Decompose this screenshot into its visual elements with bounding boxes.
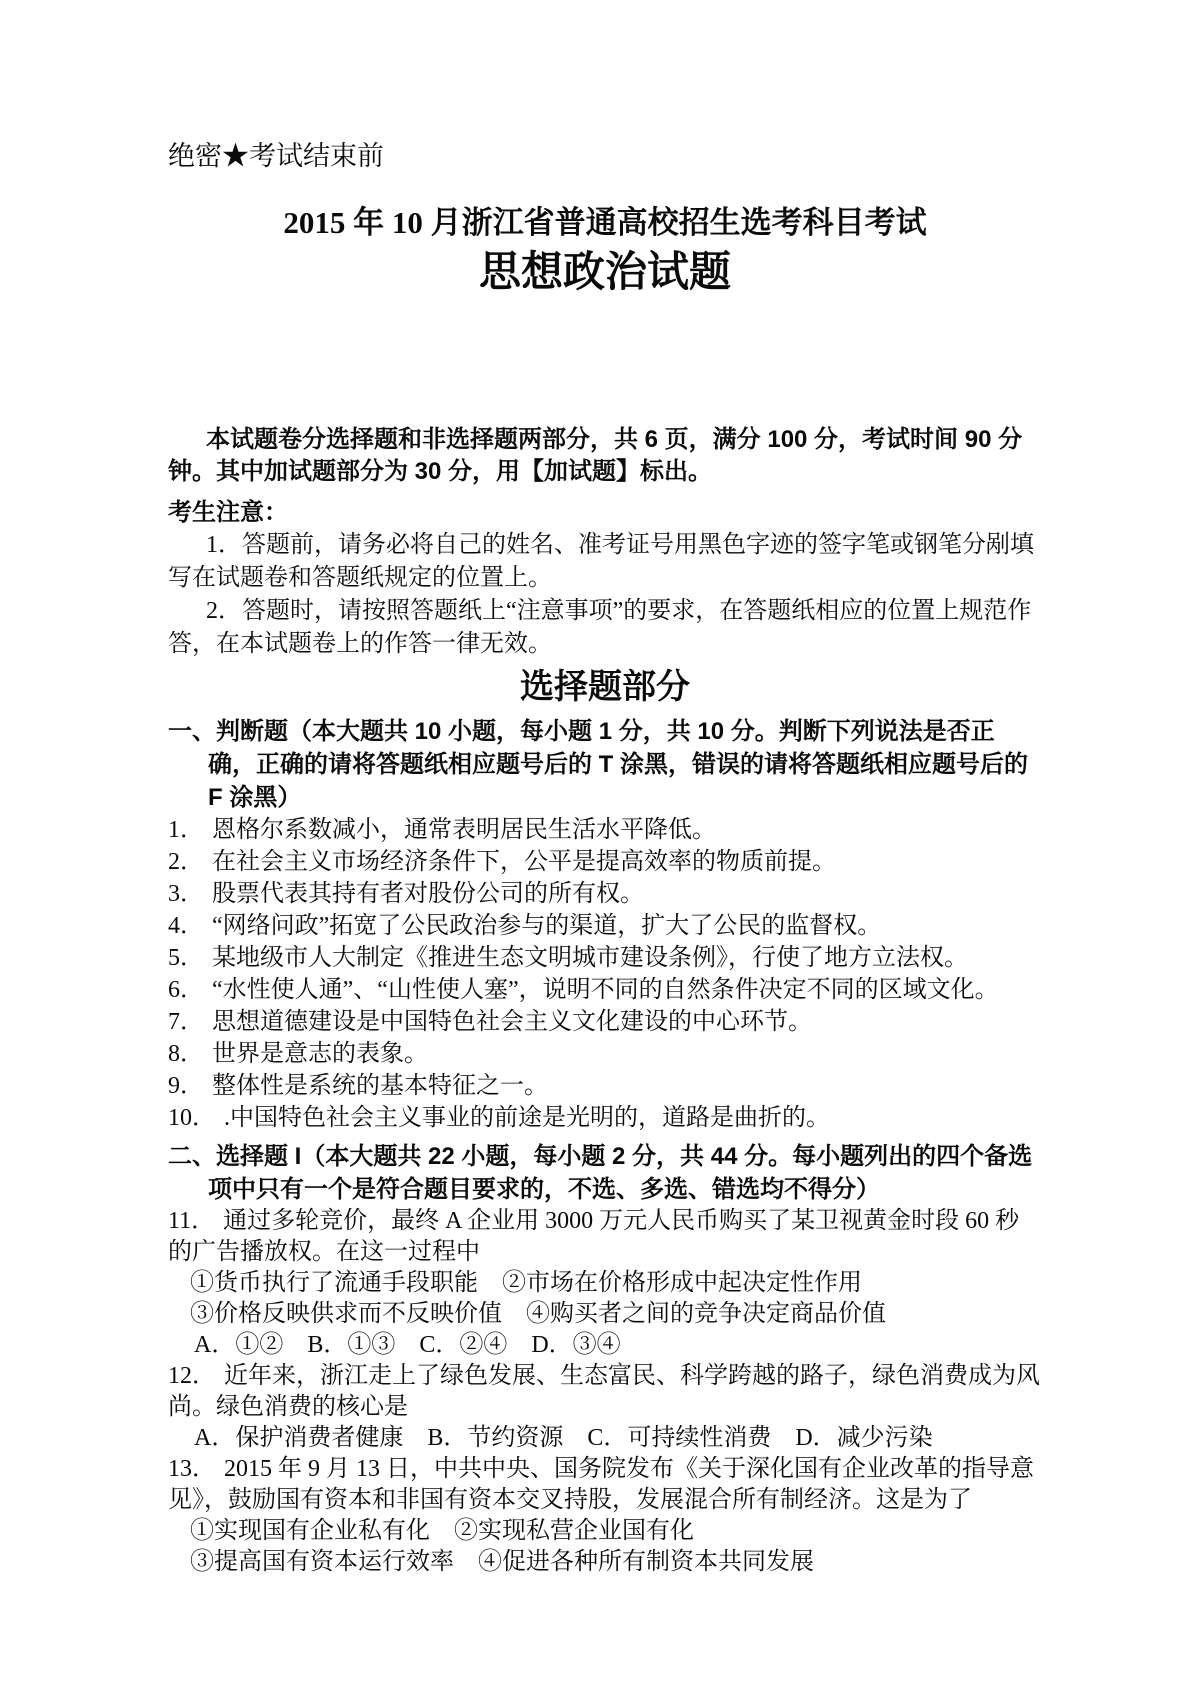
answer-choices-line: A．①② B．①③ C．②④ D．③④ — [194, 1332, 621, 1358]
question-number: 8． — [168, 1041, 204, 1067]
question-text: 某地级市人大制定《推进生态文明城市建设条例》，行使了地方立法权。 — [212, 945, 968, 971]
question-stem — [168, 1454, 1042, 1516]
part-heading-choice-section: 选择题部分 — [520, 668, 690, 706]
question-text: 整体性是系统的基本特征之一。 — [212, 1073, 548, 1099]
numbered-options-line-1: ①实现国有企业私有化 ②实现私营企业国有化 — [190, 1518, 694, 1544]
candidate-notice-2: 2．答题时，请按照答题纸上“注意事项”的要求，在答题纸相应的位置上规范作答，在本试题卷上的作答一律无效。 — [168, 598, 1032, 657]
question-text: 思想道德建设是中国特色社会主义文化建设的中心环节。 — [212, 1009, 812, 1035]
question-13 — [168, 1454, 1042, 1578]
question-11 — [168, 1206, 1042, 1361]
question-12 — [168, 1361, 1042, 1454]
question-text: 通过多轮竞价，最终 A 企业用 3000 万元人民币购买了某卫视黄金时段 60 秒的广告播放权。在这一过程中 — [168, 1208, 1020, 1265]
question-text: 恩格尔系数减小，通常表明居民生活水平降低。 — [212, 817, 716, 843]
question-number: 5． — [168, 945, 204, 971]
question-number: 9． — [168, 1073, 204, 1099]
question-text: “网络问政”拓宽了公民政治参与的渠道，扩大了公民的监督权。 — [212, 913, 882, 939]
numbered-options-line-2: ③提高国有资本运行效率 ④促进各种所有制资本共同发展 — [190, 1549, 814, 1575]
section2-multichoice-heading: 二、选择题 I（本大题共 22 小题，每小题 2 分，共 44 分。每小题列出的四个备选项中只有一个是符合题目要求的，不选、多选、错选均不得分） — [168, 1143, 1033, 1203]
question-text: 2015 年 9 月 13 日，中共中央、国务院发布《关于深化国有企业改革的指导意见》，鼓励国有资本和非国有资本交叉持股，发展混合所有制经济。这是为了 — [168, 1456, 1034, 1513]
judgment-question-6 — [168, 974, 1042, 1006]
question-text: 近年来，浙江走上了绿色发展、生态富民、科学跨越的路子，绿色消费成为风尚。绿色消费的核心是 — [168, 1363, 1040, 1420]
judgment-question-8 — [168, 1038, 1042, 1070]
question-number: 13． — [168, 1456, 216, 1482]
judgment-question-5 — [168, 942, 1042, 974]
section1-judgment-heading: 一、判断题（本大题共 10 小题，每小题 1 分，共 10 分。判断下列说法是否正确，正确的请将答题纸相应题号后的 T 涂黑，错误的请将答题纸相应题号后的 F 涂黑） — [168, 718, 1028, 811]
numbered-options-line-2: ③价格反映供求而不反映价值 ④购买者之间的竞争决定商品价值 — [190, 1301, 886, 1327]
question-number: 4． — [168, 913, 204, 939]
subject-title: 思想政治试题 — [478, 250, 731, 296]
question-number: 6． — [168, 977, 204, 1003]
judgment-question-3 — [168, 878, 1042, 910]
question-stem — [168, 1361, 1042, 1423]
question-text: 在社会主义市场经济条件下，公平是提高效率的物质前提。 — [212, 849, 836, 875]
exam-intro-paragraph: 本试题卷分选择题和非选择题两部分，共 6 页，满分 100 分，考试时间 90 分钟。其中加试题部分为 30 分，用【加试题】标出。 — [168, 426, 1023, 485]
answer-choices-line: A．保护消费者健康 B．节约资源 C．可持续性消费 D．减少污染 — [194, 1425, 933, 1451]
question-text: .中国特色社会主义事业的前途是光明的，道路是曲折的。 — [224, 1105, 830, 1131]
candidate-notice-1: 1．答题前，请务必将自己的姓名、准考证号用黑色字迹的签字笔或钢笔分剐填写在试题卷和答题纸规定的位置上。 — [168, 532, 1034, 591]
question-number: 2． — [168, 849, 204, 875]
question-number: 10． — [168, 1105, 216, 1131]
judgment-question-2 — [168, 846, 1042, 878]
question-stem — [168, 1206, 1042, 1268]
exam-title: 2015 年 10 月浙江省普通高校招生选考科目考试 — [283, 205, 927, 240]
candidate-notice-header: 考生注意： — [168, 499, 288, 526]
judgment-question-10 — [168, 1102, 1042, 1134]
question-number: 1． — [168, 817, 204, 843]
secrecy-label: 绝密★考试结束前 — [168, 141, 384, 171]
question-number: 12． — [168, 1363, 216, 1389]
judgment-question-9 — [168, 1070, 1042, 1102]
judgment-question-1 — [168, 814, 1042, 846]
question-number: 7． — [168, 1009, 204, 1035]
question-number: 11． — [168, 1208, 216, 1234]
question-text: 股票代表其持有者对股份公司的所有权。 — [212, 881, 644, 907]
judgment-question-list — [168, 814, 1042, 1134]
question-text: “水性使人通”、“山性使人塞”，说明不同的自然条件决定不同的区域文化。 — [212, 977, 999, 1003]
question-number: 3． — [168, 881, 204, 907]
judgment-question-4 — [168, 910, 1042, 942]
question-text: 世界是意志的表象。 — [212, 1041, 428, 1067]
numbered-options-line-1: ①货币执行了流通手段职能 ②市场在价格形成中起决定性作用 — [190, 1270, 862, 1296]
judgment-question-7 — [168, 1006, 1042, 1038]
